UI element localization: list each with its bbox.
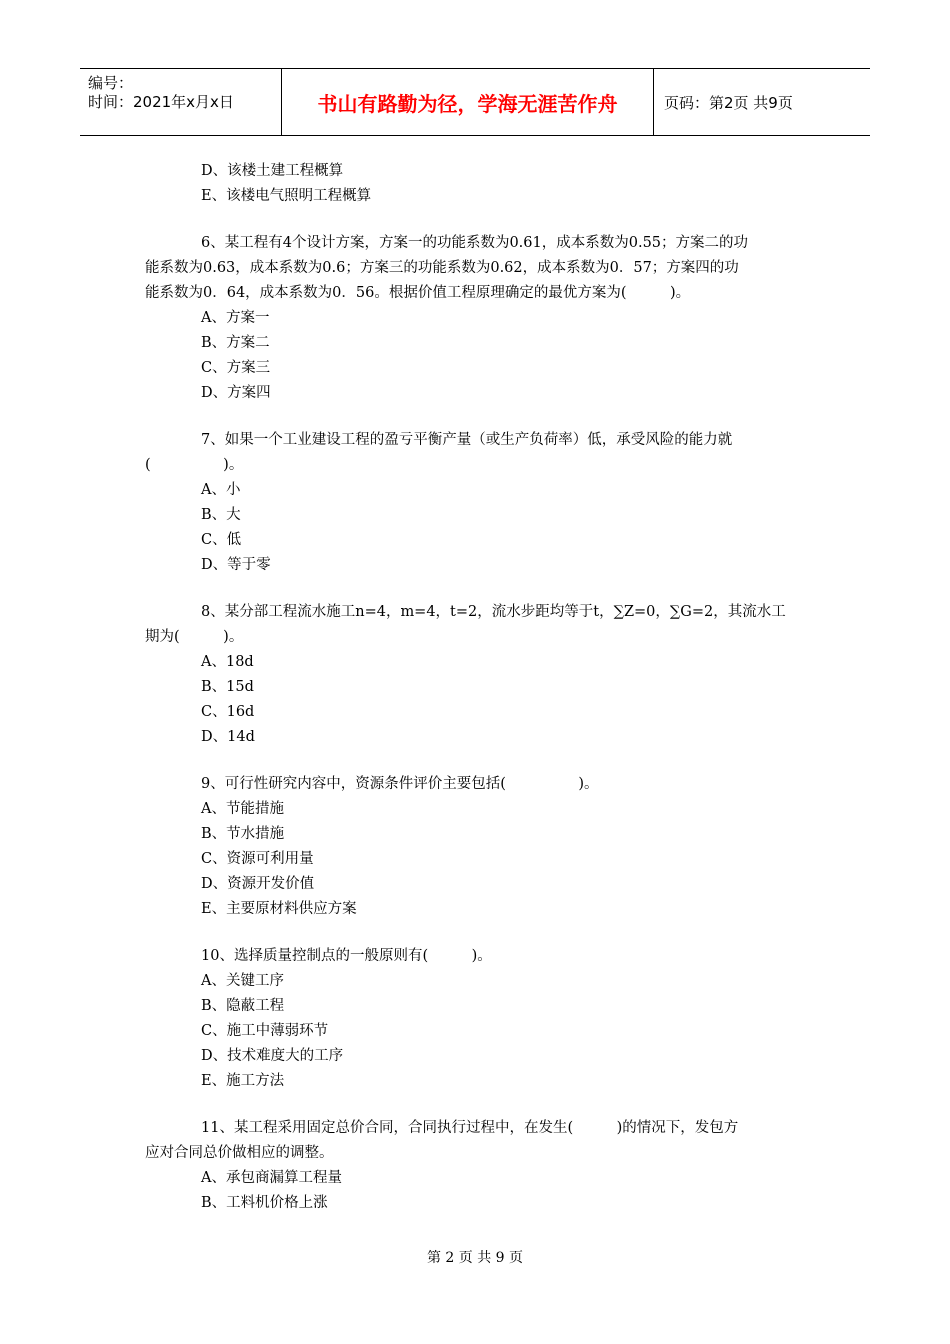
page-footer: 第 2 页 共 9 页	[426, 1250, 524, 1266]
answer-option: C、16d	[201, 704, 255, 720]
question-text-continued: 能系数为0.63，成本系数为0.6；方案三的功能系数为0.62，成本系数为0．57；方案四的功	[145, 260, 739, 276]
header-page-info: 页码：第2页 共9页	[664, 93, 793, 112]
answer-option: D、资源开发价值	[201, 876, 315, 892]
question-text-continued: ( )。	[145, 457, 244, 473]
answer-option: C、施工中薄弱环节	[201, 1023, 329, 1039]
answer-option: A、小	[201, 482, 241, 498]
answer-option: E、主要原材料供应方案	[201, 901, 357, 917]
answer-option: E、施工方法	[201, 1073, 285, 1089]
answer-option: D、等于零	[201, 557, 271, 573]
answer-option: C、资源可利用量	[201, 851, 314, 867]
header-page-cell	[654, 69, 870, 135]
answer-option: D、14d	[201, 729, 255, 745]
answer-option: B、15d	[201, 679, 254, 695]
page-header	[80, 68, 870, 136]
header-left-cell	[80, 69, 281, 135]
question-text: 11、某工程采用固定总价合同，合同执行过程中，在发生( )的情况下，发包方	[201, 1120, 739, 1136]
answer-option: E、该楼电气照明工程概算	[201, 188, 372, 204]
answer-option: A、关键工序	[201, 973, 284, 989]
question-text: 10、选择质量控制点的一般原则有( )。	[201, 948, 492, 964]
document-date-label: 时间：2021年x月x日	[88, 93, 234, 111]
answer-option: C、方案三	[201, 360, 271, 376]
question-text: 8、某分部工程流水施工n=4，m=4，t=2，流水步距均等于t，∑Z=0，∑G=2，其流水工	[201, 604, 786, 620]
answer-option: A、承包商漏算工程量	[201, 1170, 342, 1186]
header-motto-cell	[281, 69, 654, 135]
answer-option: D、方案四	[201, 385, 271, 401]
question-text: 7、如果一个工业建设工程的盈亏平衡产量（或生产负荷率）低，承受风险的能力就	[201, 432, 733, 448]
answer-option: B、节水措施	[201, 826, 285, 842]
question-text-continued: 能系数为0．64，成本系数为0．56。根据价值工程原理确定的最优方案为( )。	[145, 285, 691, 301]
answer-option: A、节能措施	[201, 801, 284, 817]
header-motto: 书山有路勤为径，学海无涯苦作舟	[317, 91, 618, 116]
answer-option: A、18d	[201, 654, 254, 670]
answer-option: B、方案二	[201, 335, 270, 351]
answer-option: B、大	[201, 507, 241, 523]
answer-option: A、方案一	[201, 310, 270, 326]
question-text: 9、可行性研究内容中，资源条件评价主要包括( )。	[201, 776, 599, 792]
question-text-continued: 应对合同总价做相应的调整。	[145, 1145, 334, 1161]
answer-option: B、隐蔽工程	[201, 998, 285, 1014]
document-number-label: 编号：	[88, 74, 134, 92]
question-text: 6、某工程有4个设计方案，方案一的功能系数为0.61，成本系数为0.55；方案二的功	[201, 235, 749, 251]
answer-option: D、该楼土建工程概算	[201, 163, 344, 179]
answer-option: D、技术难度大的工序	[201, 1048, 344, 1064]
answer-option: B、工料机价格上涨	[201, 1195, 328, 1211]
question-text-continued: 期为( )。	[145, 629, 244, 645]
answer-option: C、低	[201, 532, 242, 548]
